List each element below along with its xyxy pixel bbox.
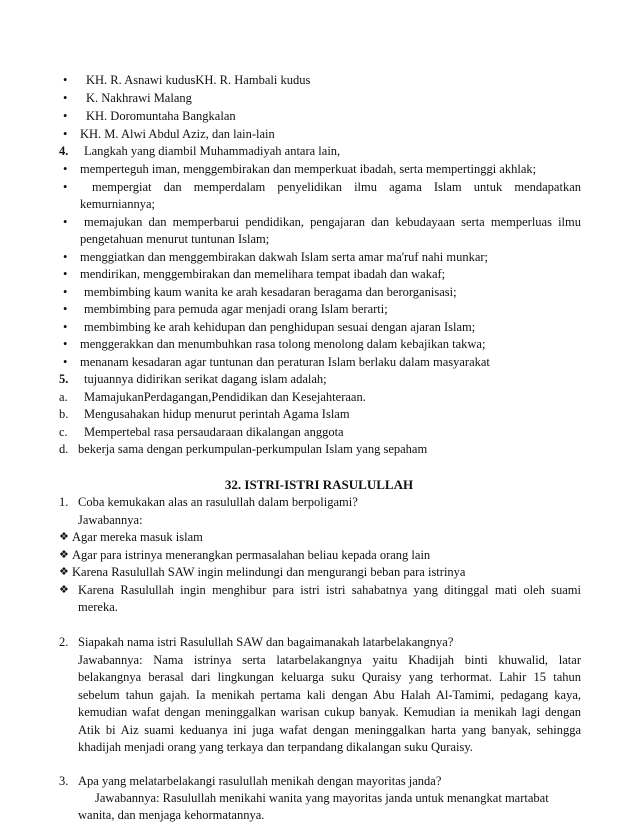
answer-text: belakangnya berasal dari lingkungan keluarga suku Quraisy yang terhormat. Lahir 15 tahun [78,670,581,684]
diamond-bullet-icon: ❖ [59,565,69,578]
bullet-marker: • [63,302,68,316]
list-item-text: mempergiat dan memperdalam penyelidikan ilmu agama Islam untuk mendapatkan [92,180,581,194]
list-item-text: Mengusahakan hidup menurut perintah Agama Islam [84,407,350,421]
list-item-text: memajukan dan memperbarui pendidikan, pengajaran dan kebudayaan serta memperluas ilmu [84,215,581,229]
question-text: Coba kemukakan alas an rasulullah dalam berpoligami? [78,495,358,509]
bullet-marker: • [63,127,68,141]
item-text: Langkah yang diambil Muhammadiyah antara lain, [84,144,341,158]
diamond-bullet-icon: ❖ [59,548,69,561]
list-item-text: membimbing para pemuda agar menjadi orang Islam berarti; [84,302,388,316]
bullet-marker: • [63,109,68,123]
answer-text: Jawabannya: Rasulullah menikahi wanita yang mayoritas janda untuk menangkat martabat [95,791,549,805]
bullet-marker: • [63,337,68,351]
question-number: 3. [59,774,69,788]
list-item-text: mendirikan, menggembirakan dan memelihara tempat ibadah dan wakaf; [80,267,446,281]
question-text: Apa yang melatarbelakangi rasulullah menikah dengan mayoritas janda? [78,774,442,788]
answer-text: Karena Rasulullah ingin menghibur para istri istri sahabatnya yang ditinggal mati oleh suami [78,583,581,597]
answer-text: Jawabannya: Nama istrinya serta latarbelakangnya yaitu Khadijah binti khuwalid, latar [78,653,581,667]
list-item-text: menanam kesadaran agar tuntunan dan peraturan Islam berlaku dalam masyarakat [80,355,490,369]
question-number: 1. [59,495,69,509]
list-item-text: menggiatkan dan menggembirakan dakwah Islam serta amar ma'ruf nahi munkar; [80,250,489,264]
bullet-marker: • [63,320,68,334]
item-number: 5. [59,372,69,386]
diamond-bullet-icon: ❖ [59,583,69,596]
list-item-text: memperteguh iman, menggembirakan dan memperkuat ibadah, serta mempertinggi akhlak; [80,162,537,176]
bullet-marker: • [63,162,68,176]
question-number: 2. [59,635,69,649]
list-item-text: pengetahuan menurut tuntunan Islam; [80,232,270,246]
list-marker: c. [59,425,68,439]
bullet-marker: • [63,73,68,87]
answer-text: Karena Rasulullah SAW ingin melindungi dan mengurangi beban para istrinya [72,565,466,579]
bullet-marker: • [63,267,68,281]
bullet-marker: • [63,250,68,264]
answer-label: Jawabannya: [78,513,143,527]
list-item-text: menggerakkan dan menumbuhkan rasa tolong menolong dalam kebajikan takwa; [80,337,486,351]
list-item-text: kemurniannya; [80,197,155,211]
list-marker: d. [59,442,69,456]
diamond-bullet-icon: ❖ [59,530,69,543]
list-item-text: membimbing ke arah kehidupan dan penghidupan sesuai dengan ajaran Islam; [84,320,476,334]
section-title: 32. ISTRI-ISTRI RASULULLAH [224,477,414,492]
item-number: 4. [59,144,69,158]
answer-text: kemudian wafat dengan meninggalkan warisan cukup banyak. Kemudian ia menikah lagi dengan [78,705,581,719]
bullet-marker: • [63,180,68,194]
bullet-marker: • [63,91,68,105]
list-item-text: bekerja sama dengan perkumpulan-perkumpulan Islam yang sepaham [78,442,428,456]
bullet-marker: • [63,355,68,369]
answer-text: mereka. [78,600,118,614]
answer-text: sebelum tahun gajah. Ia menikah pertama kali dengan Abu Halah Al-Tamimi, pedagang kaya, [78,688,581,702]
list-marker: a. [59,390,68,404]
bullet-marker: • [63,215,68,229]
answer-text: Atik bi Aiz suami keduanya ini juga wafat dengan meninggalkan harta yang banyak, sehingga [78,723,581,737]
list-item-text: KH. M. Alwi Abdul Aziz, dan lain-lain [80,127,275,141]
question-text: Siapakah nama istri Rasulullah SAW dan bagaimanakah latarbelakangnya? [78,635,454,649]
answer-text: wanita, dan menjaga kehormatannya. [78,808,265,822]
list-item-text: K. Nakhrawi Malang [86,91,192,105]
list-marker: b. [59,407,69,421]
bullet-marker: • [63,285,68,299]
list-item-text: Mempertebal rasa persaudaraan dikalangan anggota [84,425,344,439]
answer-text: khadijah menjadi orang yang terkaya dan terpandang dikalangan suku Quraisy. [78,740,473,754]
answer-text: Agar para istrinya menerangkan permasalahan beliau kepada orang lain [72,548,431,562]
list-item-text: membimbing kaum wanita ke arah kesadaran beragama dan berorganisasi; [84,285,457,299]
item-text: tujuannya didirikan serikat dagang islam adalah; [84,372,327,386]
list-item-text: KH. R. Asnawi kudusKH. R. Hambali kudus [86,73,311,87]
list-item-text: KH. Doromuntaha Bangkalan [86,109,236,123]
list-item-text: MamajukanPerdagangan,Pendidikan dan Kesejahteraan. [84,390,366,404]
answer-text: Agar mereka masuk islam [72,530,203,544]
